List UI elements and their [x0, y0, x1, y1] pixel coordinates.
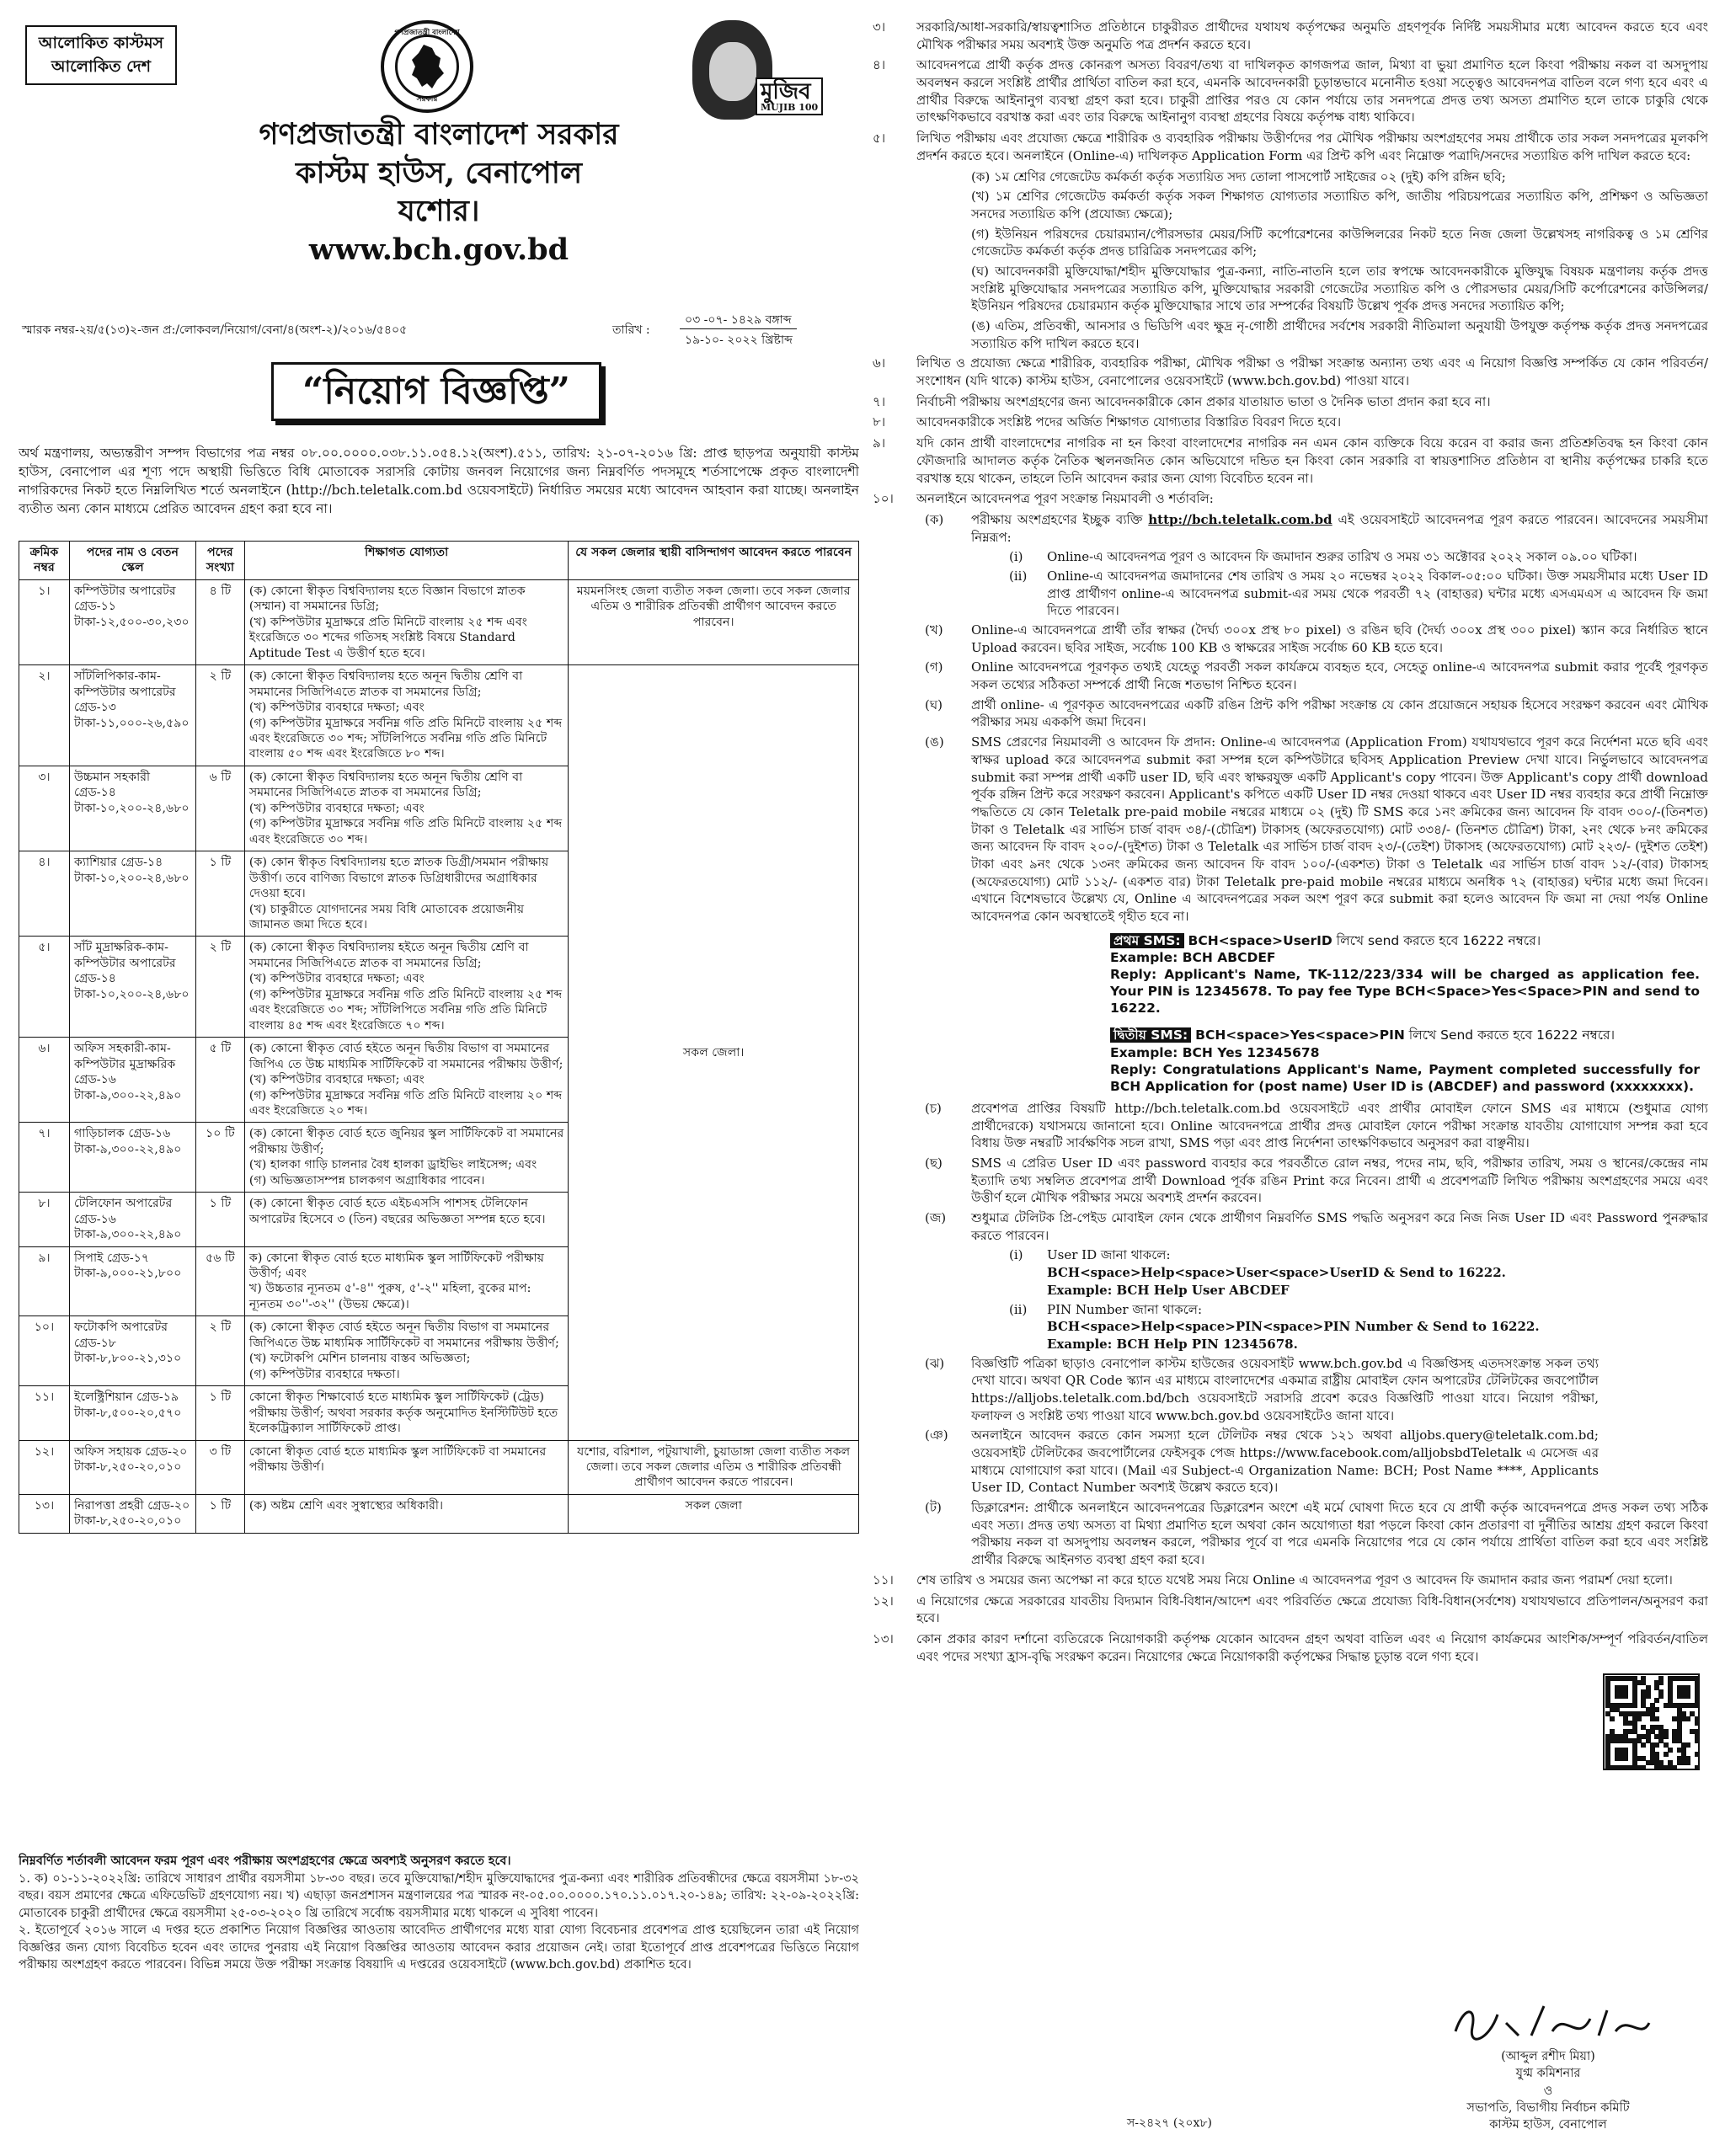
- sms-second-tag: দ্বিতীয় SMS:: [1110, 1027, 1191, 1043]
- sms-first-block: [1110, 932, 1700, 1017]
- left-column: [19, 19, 859, 2141]
- sms-first-example: Example: BCH ABCDEF: [1110, 949, 1276, 965]
- cell-district: যশোর, বরিশাল, পটুয়াখালী, চুয়াডাঙ্গা জেলা ব্যতীত সকল জেলা। তবে সকল জেলার এতিম ও শারীরিক প্রতিবন্ধী প্রার্থীগণ আবেদন করতে পারবেন।: [569, 1440, 859, 1494]
- item-number: ১৩।: [873, 1630, 894, 1646]
- cell-qualification: [244, 851, 569, 937]
- sub-text: SMS এ প্রেরিত User ID এবং password ব্যবহার করে পরবর্তীতে রোল নম্বর, পদের নাম, ছবি, পরীক্ষার তারিখ, সময় ও স্থানের/কেন্দ্রের নাম ইত্যাদি তথ্য সম্বলিত প্রবেশপত্র প্রার্থী Download পূর্বক রঙিন Print করে নিবেন। প্রার্থী এ প্রবেশপত্রটি লিখিত পরীক্ষায় অংশগ্রহণের সময়ে এবং উত্তীর্ণ হলে মৌখিক পরীক্ষার সময়ে অবশ্যই প্রদর্শন করবেন।: [971, 1155, 1708, 1206]
- cell-serial: ২।: [19, 665, 70, 766]
- item-text: শেষ তারিখ ও সময়ের জন্য অপেক্ষা না করে হাতে যথেষ্ট সময় নিয়ে Online এ আবেদনপত্র পূরণ ও আবেদন ফি জমাদান করার জন্য পরামর্শ দেয়া হলো।: [916, 1572, 1673, 1588]
- sub-text: Online-এ আবেদনপত্র পূরণ ও আবেদন ফি জমাদান শুরুর তারিখ ও সময় ৩১ অক্টোবর ২০২২ সকাল ০৯.০০ ঘটিকা।: [1047, 549, 1637, 565]
- item-text: নির্বাচনী পরীক্ষায় অংশগ্রহণের জন্য আবেদনকারীকে কোন প্রকার যাতায়াত ভাতা ও দৈনিক ভাতা প্রদান করা হবে না।: [916, 393, 1491, 409]
- online-chha: [866, 1155, 1708, 1207]
- qualification-line: (গ) অভিজ্ঞতাসম্পন্ন চালকগণ অগ্রাধিকার পাবেন।: [248, 1173, 485, 1187]
- emblem-ring-top: গণপ্রজাতন্ত্রী বাংলাদেশ: [394, 29, 460, 37]
- cell-post: সাঁটলিপিকার-কাম-কম্পিউটার অপারেটর গ্রেড-১৩ টাকা-১১,০০০-২৬,৫৯০: [69, 665, 195, 766]
- cell-post: টেলিফোন অপারেটর গ্রেড-১৬ টাকা-৯,৩০০-২২,৪৯০: [69, 1193, 195, 1246]
- cell-district: ময়মনসিংহ জেলা ব্যতীত সকল জেলা। তবে সকল জেলার এতিম ও শারীরিক প্রতিবন্ধী প্রার্থীগণ আবেদন করতে পারবেন।: [569, 579, 859, 664]
- cell-serial: ৪।: [19, 851, 70, 937]
- govt-name: গণপ্রজাতন্ত্রী বাংলাদেশ সরকার: [259, 117, 619, 152]
- qualification-line: (গ) কম্পিউটার মুদ্রাক্ষরে সর্বনিম্ন গতি প্রতি মিনিটে বাংলায় ২০ শব্দ এবং ইংরেজিতে ২০ শব্দ।: [248, 1088, 563, 1118]
- condition-9: [866, 435, 1708, 487]
- date-label: তারিখ :: [612, 323, 650, 337]
- cell-serial: ১০।: [19, 1316, 70, 1386]
- cell-post: সিপাই গ্রেড-১৭ টাকা-৯,০০০-২১,৮০০: [69, 1246, 195, 1316]
- roman-key: (i): [1009, 1247, 1023, 1263]
- roman-key: (i): [1009, 549, 1023, 565]
- qualification-line: (খ) কম্পিউটার ব্যবহারে দক্ষতা; এবং: [248, 701, 425, 715]
- item-text: আবেদনপত্রে প্রার্থী কর্তৃক প্রদত্ত কোনরূপ অসত্য বিবরণ/তথ্য বা দাখিলকৃত কাগজপত্র জাল, মিথ্যা বা ভুয়া প্রমাণিত হলে কিংবা পরীক্ষায় নকল বা অসদুপায় অবলম্বন করলে সংশ্লিষ্ট প্রার্থীর প্রার্থিতা বাতিল করা হবে, এমনকি আবেদনকারী চূড়ান্তভাবে মনোনীত হওয়া সত্ত্বেও আবেদনপত্র বাতিল বলে গণ্য হবে এবং এ প্রার্থীর বিরুদ্ধে আইনানুগ ব্যবস্থা গ্রহণ করা হবে। চাকুরী প্রাপ্তির পরও যে কোন পর্যায়ে তার সনদপত্রে প্রদত্ত তথ্য অসত্য প্রমাণিত হলে তাকে চাকুরি থেকে তাৎক্ষণিকভাবে বরখাস্ত করা এবং তার বিরুদ্ধে আইনানুগ ব্যবস্থা গ্রহণের বিষয়ে কর্তৃপক্ষ বাধ্য থাকিবে।: [916, 57, 1708, 125]
- qualification-line: (খ) হালকা গাড়ি চালনার বৈধ হালকা ড্রাইভিং লাইসেন্স; এবং: [248, 1158, 537, 1172]
- roman-key: (ii): [1009, 1301, 1028, 1317]
- qualification-line: (ক) কোনো স্বীকৃত বিশ্ববিদ্যালয় হতে অনূন দ্বিতীয় শ্রেণি বা সমমানের সিজিপিএতে স্নাতক বা সমমানের ডিগ্রি;: [248, 670, 523, 699]
- online-cha: [866, 1100, 1708, 1152]
- sub-text: প্রার্থী online- এ পূরণকৃত আবেদনপত্রের একটি রঙিন প্রিন্ট কপি পরীক্ষা সংক্রান্ত যে কোন প্রয়োজনে সহায়ক হিসেবে সংরক্ষণ করবেন এবং মৌখিক পরীক্ষার সময় এককপি জমা দিবেন।: [971, 696, 1708, 730]
- cell-post: গাড়িচালক গ্রেড-১৬ টাকা-৯,৩০০-২২,৪৯০: [69, 1123, 195, 1193]
- cell-serial: ১১।: [19, 1386, 70, 1440]
- sub-key: (ঙ): [925, 734, 944, 750]
- qualification-line: (ক) কোনো স্বীকৃত বোর্ড হইতে অনূন দ্বিতীয় বিভাগ বা সমমানের জিপিএতে উচ্চ মাধ্যমিক সার্টিফিকেট বা সমমানের পরীক্ষায় উত্তীর্ণ;: [248, 1321, 559, 1350]
- item-number: ৫।: [873, 131, 886, 147]
- qualification-line: (গ) কম্পিউটার মুদ্রাক্ষরে সর্বনিম্ন গতি প্রতি মিনিটে বাংলায় ২৫ শব্দ এবং ইংরেজিতে ৩০ শব্দ; সাঁটলিপিতে সর্বনিম্ন গতি প্রতি মিনিটে বাংলায় ৪৫ শব্দ এবং ইংরেজিতে ৭০ শব্দ।: [248, 987, 563, 1033]
- recover-head: User ID জানা থাকলে:: [1047, 1247, 1171, 1263]
- qualification-line: (ক) কোনো স্বীকৃত বোর্ড হইতে অনূন দ্বিতীয় বিভাগ বা সমমানের জিপিএ তে উচ্চ মাধ্যমিক সার্টিফিকেট বা সমমানের পরীক্ষায় উত্তীর্ণ;: [248, 1042, 563, 1071]
- cell-qualification: [244, 1123, 569, 1193]
- cell-post: নিরাপত্তা প্রহরী গ্রেড-২০ টাকা-৮,২৫০-২০,০১০: [69, 1494, 195, 1533]
- cell-qualification: [244, 1193, 569, 1246]
- office-name: কাস্টম হাউস, বেনাপোল: [295, 155, 583, 190]
- emblem-map-icon: [395, 35, 459, 99]
- item-number: ৩।: [873, 19, 886, 35]
- cell-qualification: [244, 579, 569, 664]
- conditions-heading: নিম্নবর্ণিত শর্তাবলী আবেদন ফরম পূরণ এবং পরীক্ষায় অংশগ্রহণের ক্ষেত্রে অবশ্যই অনুসরণ করতে হবে।: [19, 1854, 511, 1868]
- cell-qualification: [244, 1440, 569, 1494]
- cell-serial: ৬।: [19, 1038, 70, 1123]
- sub-key: (ঞ): [925, 1428, 948, 1444]
- sub-text: (ঙ) এতিম, প্রতিবন্ধী, আনসার ও ভিডিপি এবং ক্ষুদ্র নৃ-গোষ্ঠী প্রার্থীদের সর্বশেষ সরকারী নীতিমালা অনুযায়ী উপযুক্ত কর্তৃপক্ষ কর্তৃক প্রদত্ত সনদপত্রের সত্যায়িত কপি দাখিল করতে হবে।: [971, 318, 1708, 351]
- item-number: ৯।: [873, 435, 886, 451]
- sub-text: Online-এ আবেদনপত্রে প্রার্থী তাঁর স্বাক্ষর (দৈর্ঘ্য ৩০০x প্রস্থ ৮০ pixel) ও রঙিন ছবি (দৈর্ঘ্য ৩০০x প্রস্থ ৩০০ pixel) স্ক্যান করে নির্ধারিত স্থানে Upload করবেন। ছবির সাইজ, সর্বোচ্চ 100 KB ও স্বাক্ষরের সাইজ সর্বোচ্চ 60 KB হতে হবে।: [971, 622, 1708, 655]
- table-header-row: [19, 542, 859, 580]
- cell-count: ৫ টি: [195, 1038, 244, 1123]
- cell-qualification: [244, 1316, 569, 1386]
- recover-example: Example: BCH Help User ABCDEF: [1047, 1282, 1290, 1298]
- qualification-line: খ) উচ্চতার ন্যূনতম ৫'-৪'' পুরুষ, ৫'-২'' মহিলা, বুকের মাপ: ন্যূনতম ৩০''-৩২'' (উভয় ক্ষেত্রে)।: [248, 1282, 531, 1311]
- condition-7: [866, 393, 1708, 411]
- cell-count: ২ টি: [195, 937, 244, 1038]
- cell-count: ৫৬ টি: [195, 1246, 244, 1316]
- sub-text: এই ওয়েবসাইটে আবেদনপত্র পূরণ করতে পারবেন। আবেদনের সময়সীমা নিম্নরূপ:: [971, 511, 1708, 545]
- sms-first-tag: প্রথম SMS:: [1110, 933, 1184, 948]
- posts-table: [19, 541, 859, 1534]
- condition-4: [866, 56, 1708, 126]
- condition-5-gha: [866, 263, 1708, 315]
- cell-qualification: [244, 766, 569, 851]
- qualification-line: (ক) কোনো স্বীকৃত বোর্ড হতে এইচএসসি পাশসহ টেলিফোন অপারেটর হিসেবে ৩ (তিন) বছরের অভিজ্ঞতা সম্পন্ন হতে হবে।: [248, 1197, 546, 1226]
- sub-key: (গ): [925, 659, 943, 675]
- qr-code-icon[interactable]: [1603, 1673, 1700, 1770]
- online-ja: [866, 1209, 1708, 1244]
- sms-second-block: [1110, 1027, 1700, 1095]
- print-code: স-২৪২৭ (২০x৮): [1127, 2116, 1212, 2130]
- online-gha: [866, 696, 1708, 731]
- cell-post: অফিস সহায়ক গ্রেড-২০ টাকা-৮,২৫০-২০,০১০: [69, 1440, 195, 1494]
- cell-post: উচ্চমান সহকারী গ্রেড-১৪ টাকা-১০,২০০-২৪,৬৮০: [69, 766, 195, 851]
- qualification-line: (গ) কম্পিউটার মুদ্রাক্ষরে সর্বনিম্ন গতি প্রতি মিনিটে বাংলায় ২৫ শব্দ এবং ইংরেজিতে ৩০ শব্দ।: [248, 817, 563, 846]
- sms-first-line: [1110, 932, 1700, 949]
- item-text: লিখিত ও প্রযোজ্য ক্ষেত্রে শারীরিক, ব্যবহারিক পরীক্ষা, মৌখিক পরীক্ষা ও পরীক্ষা সংক্রান্ত অন্যান্য তথ্য এবং এ নিয়োগ বিজ্ঞপ্তি সম্পর্কিত যে কোন পরিবর্তন/সংশোধন (যদি থাকে) কাস্টম হাউস, বেনাপোলের ওয়েবসাইটে (www.bch.gov.bd) পাওয়া যাবে।: [916, 355, 1708, 389]
- emblem-ring-bottom: সরকার: [416, 95, 438, 104]
- teletalk-link[interactable]: http://bch.teletalk.com.bd: [1148, 511, 1332, 527]
- sms-second-tail: লিখে Send করতে হবে 16222 নম্বরে।: [1408, 1027, 1616, 1043]
- qualification-line: কোনো স্বীকৃত শিক্ষাবোর্ড হতে মাধ্যমিক স্কুল সার্টিফিকেট (ট্রেড) পরীক্ষায় উত্তীর্ণ; অথবা সরকার কর্তৃক অনুমোদিত ইনস্টিটিউট হতে ইলেকট্রিক্যাল সার্টিফিকেট প্রাপ্ত।: [248, 1390, 558, 1436]
- cell-qualification: [244, 1386, 569, 1440]
- item-number: ১০।: [873, 491, 894, 507]
- qualification-line: (খ) কম্পিউটার মুদ্রাক্ষরে প্রতি মিনিটে বাংলায় ২৫ শব্দ এবং ইংরেজিতে ৩০ শব্দের গতিসহ সংশ্লিষ্ট বিষয়ে Standard Aptitude Test এ উত্তীর্ণ হতে হবে।: [248, 615, 527, 660]
- cell-qualification: [244, 1494, 569, 1533]
- item-number: ৭।: [873, 393, 886, 409]
- online-ka-ii: [866, 568, 1708, 620]
- cell-count: ৬ টি: [195, 766, 244, 851]
- government-emblem-icon: [381, 20, 473, 113]
- sms-second-line: [1110, 1027, 1700, 1043]
- sub-key: (ঘ): [925, 696, 943, 712]
- col-header-serial: ক্রমিক নম্বর: [19, 542, 70, 580]
- sms-first-command: BCH<space>UserID: [1188, 932, 1332, 948]
- condition-3: [866, 19, 1708, 53]
- sms-second-example: Example: BCH Yes 12345678: [1110, 1044, 1320, 1060]
- qualification-line: (গ) কম্পিউটার ব্যবহারে দক্ষতা।: [248, 1367, 400, 1381]
- cell-post: অফিস সহকারী-কাম-কম্পিউটার মুদ্রাক্ষরিক গ্রেড-১৬ টাকা-৯,৩০০-২২,৪৯০: [69, 1038, 195, 1123]
- sub-key: (ট): [925, 1500, 942, 1516]
- sub-key: (ক): [925, 511, 944, 527]
- website-url: www.bch.gov.bd: [308, 232, 569, 267]
- sub-text: Online-এ আবেদনপত্র জমাদানের শেষ তারিখ ও সময় ২০ নভেম্বর ২০২২ বিকাল-০৫:০০ ঘটিকা। উক্ত সময়সীমার মধ্যে User ID প্রাপ্ত প্রার্থীগণ online-এ আবেদনপত্র submit-এর সময় থেকে পরবর্তী ৭২ (বাহাত্তর) ঘন্টার মধ্যে এসএমএস এ আবেদন ফি জমা দিতে পারবেন।: [1047, 568, 1708, 619]
- posts-table-body: [19, 579, 859, 1533]
- mujib-logo-small: MUJIB 100: [761, 102, 819, 113]
- handwritten-signature: [1405, 1998, 1691, 2048]
- sub-key: (চ): [925, 1100, 942, 1116]
- cell-serial: ৯।: [19, 1246, 70, 1316]
- recover-user-id: [866, 1246, 1708, 1299]
- col-header-count: পদের সংখ্যা: [195, 542, 244, 580]
- cell-serial: ৮।: [19, 1193, 70, 1246]
- item-number: ৬।: [873, 355, 886, 371]
- sub-text: Online আবেদনপত্রে পূরণকৃত তথ্যই যেহেতু পরবর্তী সকল কার্যক্রমে ব্যবহৃত হবে, সেহেতু online-এ আবেদনপত্র submit করার পূর্বেই পূরণকৃত সকল তথ্যের সঠিকতা সম্পর্কে প্রার্থী নিজে শতভাগ নিশ্চিত হবেন।: [971, 659, 1708, 693]
- condition-13: [866, 1630, 1708, 1665]
- condition-5-ka: [866, 168, 1708, 186]
- recover-command: BCH<space>Help<space>PIN<space>PIN Number & Send to 16222.: [1047, 1319, 1540, 1335]
- cell-serial: ৭।: [19, 1123, 70, 1193]
- condition-2: ২. ইতোপূর্বে ২০১৬ সালে এ দপ্তর হতে প্রকাশিত নিয়োগ বিজ্ঞপ্তির আওতায় আবেদিত প্রার্থীগণের মধ্যে যারা যোগ্য বিবেচনার প্রবেশপত্র প্রাপ্ত হয়েছিলেন তারা এই নিয়োগ বিজ্ঞপ্তির জন্য যোগ্য বিবেচিত হবেন এবং তাদের পুনরায় এই নিয়োগ বিজ্ঞপ্তির আওতায় আবেদন করার প্রয়োজন নেই। তারা ইতোপূর্বে প্রাপ্ত প্রবেশপত্রের ভিত্তিতে নিয়োগ পরীক্ষায় অংশগ্রহণ করতে পারবেন। বিভিন্ন সময়ে উক্ত পরীক্ষা সংক্রান্ত বিষয়াদি এ দপ্তরের ওয়েবসাইটে (www.bch.gov.bd) প্রকাশিত হবে।: [19, 1924, 859, 1972]
- item-number: ৮।: [873, 414, 886, 430]
- condition-1: ১. ক) ০১-১১-২০২২খ্রি: তারিখে সাধারণ প্রার্থীর বয়সসীমা ১৮-৩০ বছর। তবে মুক্তিযোদ্ধা/শহীদ মুক্তিযোদ্ধাদের পুত্র-কন্যা এবং শারীরিক প্রতিবন্ধীদের ক্ষেত্রে বয়সসীমা ১৮-৩২ বছর। বয়স প্রমাণের ক্ষেত্রে এফিডেভিট গ্রহণযোগ্য নয়। খ) এছাড়া জনপ্রশাসন মন্ত্রণালয়ের পত্র স্মারক নং-০৫.০০.০০০০.১৭০.১১.০১৭.২০-১৪৯; তারিখ: ২২-০৯-২০২২খ্রি: মোতাবেক চাকুরী প্রার্থীদের ক্ষেত্রে বয়সসীমা ২৫-০৩-২০২০ খ্রি তারিখে সর্বোচ্চ বয়সসীমার মধ্যে থাকলে এ সুবিধা পাবেন।: [19, 1871, 859, 1920]
- online-ga: [866, 659, 1708, 693]
- signature-and: ও: [1543, 2084, 1553, 2098]
- qualification-line: (খ) কম্পিউটার ব্যবহারে দক্ষতা; এবং: [248, 1073, 425, 1087]
- sub-text: (ক) ১ম শ্রেণির গেজেটেড কর্মকর্তা কর্তৃক সত্যায়িত সদ্য তোলা পাসপোর্ট সাইজের ০২ (দুই) কপি রঙ্গিন ছবি;: [971, 168, 1506, 184]
- sub-text: (ঘ) আবেদনকারী মুক্তিযোদ্ধা/শহীদ মুক্তিযোদ্ধার পুত্র-কন্যা, নাতি-নাতনি হলে তার স্বপক্ষে আবেদনকারীকে মুক্তিযুদ্ধ বিষয়ক মন্ত্রণালয় কর্তৃক প্রদত্ত সংশ্লিষ্ট মুক্তিযোদ্ধার সনদপত্রের সত্যায়িত কপি, মুক্তিযোদ্ধার সরকারী গেজেটের সত্যায়িত কপি ও পৌরসভার মেয়র/সিটি কর্পোরেশনের কাউন্সিলর/ইউনিয়ন পরিষদের চেয়ারম্যান কর্তৃক মুক্তিযোদ্ধার সাথে তার সম্পর্কের বিষয়টি উল্লেখ পূর্বক প্রদত্ত সনদের সত্যায়িত কপি;: [971, 263, 1708, 314]
- slogan-line-2: আলোকিত দেশ: [51, 56, 151, 76]
- qualification-line: (খ) কম্পিউটার ব্যবহারে দক্ষতা; এবং: [248, 801, 425, 815]
- cell-count: ৪ টি: [195, 579, 244, 664]
- condition-11: [866, 1572, 1708, 1589]
- right-column: [866, 19, 1708, 2141]
- qualification-line: (ক) কোনো স্বীকৃত বিশ্ববিদ্যালয় হতে বিজ্ঞান বিভাগে স্নাতক (সম্মান) বা সমমানের ডিগ্রি;: [248, 584, 526, 614]
- cell-district: সকল জেলা: [569, 1494, 859, 1533]
- mujib-100-logo: [756, 77, 823, 115]
- item-number: ১১।: [873, 1572, 894, 1588]
- cell-post: ক্যাশিয়ার গ্রেড-১৪ টাকা-১০,২০০-২৪,৬৮০: [69, 851, 195, 937]
- signature-office: কাস্টম হাউস, বেনাপোল: [1489, 2118, 1607, 2132]
- letterhead: [19, 115, 859, 269]
- table-row: [19, 579, 859, 664]
- signature-designation: যুগ্ম কমিশনার: [1515, 2067, 1581, 2081]
- qualification-line: (খ) চাকুরীতে যোগদানের সময় বিধি মোতাবেক প্রয়োজনীয় জামানত জমা দিতে হবে।: [248, 902, 525, 931]
- slogan-line-1: আলোকিত কাস্টমস: [38, 34, 164, 52]
- col-header-qualification: শিক্ষাগত যোগ্যতা: [244, 542, 569, 580]
- mujib-logo-text: মুজিব: [761, 79, 811, 104]
- sub-key: (জ): [925, 1210, 947, 1226]
- conditions-section: [19, 1853, 859, 1974]
- page-title: “নিয়োগ বিজ্ঞপ্তি”: [271, 362, 601, 421]
- recover-head: PIN Number জানা থাকলে:: [1047, 1301, 1202, 1317]
- sub-text: প্রবেশপত্র প্রাপ্তির বিষয়টি http://bch.teletalk.com.bd ওয়েবসাইটে এবং প্রার্থীর মোবাইল ফোনে SMS এর মাধ্যমে (শুধুমাত্র যোগ্য প্রার্থীদেরকে) যথাসময়ে জানানো হবে। Online আবেদনপত্রে প্রার্থীর প্রদত্ত মোবাইল ফোনে পরীক্ষা সংক্রান্ত যাবতীয় যোগাযোগ সম্পন্ন করা হবে বিধায় উক্ত নম্বরটি সার্বক্ষণিক সচল রাখা, SMS পড়া এবং প্রাপ্ত নির্দেশনা তাৎক্ষণিকভাবে অনুসরণ করা বাঞ্ছনীয়।: [971, 1100, 1708, 1151]
- roman-key: (ii): [1009, 568, 1028, 584]
- item-number: ১২।: [873, 1593, 894, 1609]
- qualification-line: (গ) কম্পিউটার মুদ্রাক্ষরে সর্বনিম্ন গতি প্রতি মিনিটে বাংলায় ২৫ শব্দ এবং ইংরেজিতে ৩০ শব্দ; সাঁটলিপিতে সর্বনিম্ন গতি প্রতি মিনিটে বাংলায় ৫০ শব্দ এবং ইংরেজিতে ৮০ শব্দ।: [248, 716, 563, 761]
- sub-text: (গ) ইউনিয়ন পরিষদের চেয়ারম্যান/পৌরসভার মেয়র/সিটি কর্পোরেশনের কাউন্সিলরের নিকট হতে নিজ জেলা উল্লেখসহ নাগরিকত্ব ও ১ম শ্রেণির গেজেটেড কর্মকর্তা কর্তৃক প্রদত্ত চারিত্রিক সনদপত্রের কপি;: [971, 226, 1708, 259]
- cell-post: সাঁট মুদ্রাক্ষরিক-কাম-কম্পিউটার অপারেটর গ্রেড-১৪ টাকা-১০,২০০-২৪,৬৮০: [69, 937, 195, 1038]
- cell-qualification: [244, 1038, 569, 1123]
- qualification-line: (খ) ফটোকপি মেশিন চালনায় বাস্তব অভিজ্ঞতা;: [248, 1352, 471, 1366]
- cell-count: ২ টি: [195, 665, 244, 766]
- cell-post: ইলেক্ট্রিশিয়ান গ্রেড-১৯ টাকা-৮,৫০০-২০,৫৭০: [69, 1386, 195, 1440]
- cell-post: ফটোকপি অপারেটর গ্রেড-১৮ টাকা-৮,৮০০-২১,৩১০: [69, 1316, 195, 1386]
- cell-count: ২ টি: [195, 1316, 244, 1386]
- cell-serial: ১৩।: [19, 1494, 70, 1533]
- sub-text: পরীক্ষায় অংশগ্রহণের ইচ্ছুক ব্যক্তি: [971, 511, 1143, 527]
- intro-paragraph: অর্থ মন্ত্রণালয়, অভ্যন্তরীণ সম্পদ বিভাগের পত্র নম্বর ০৮.০০.০০০০.০৩৮.১১.০৫৪.১২(অংশ).৫১১, তারিখ: ২১-০৭-২০১৬ খ্রি: প্রাপ্ত ছাড়পত্র অনুযায়ী কাস্টম হাউস, বেনাপোল এর শূণ্য পদে অস্থায়ী ভিত্তিতে বিধি মোতাবেক সরাসরি কোটায় জনবল নিয়োগের জন্য নিম্নবর্ণিত পদসমূহে শর্তসাপেক্ষে প্রকৃত বাংলাদেশী নাগরিকদের নিকট হতে নিম্নলিখিত শর্তে অনলাইনে (http://bch.teletalk.com.bd ওয়েবসাইটে) নির্ধারিত সময়ের মধ্যে আবেদন আহবান করা যাচ্ছে। অনলাইন ব্যতীত অন্য কোন মাধ্যমে প্রেরিত আবেদন গ্রহণ করা হবে না।: [19, 446, 859, 516]
- online-nya: [866, 1427, 1708, 1497]
- online-uma: [866, 734, 1708, 926]
- sub-key: (খ): [925, 622, 943, 638]
- condition-5-kha: [866, 188, 1708, 222]
- item-number: ৪।: [873, 57, 886, 73]
- cell-post: কম্পিউটার অপারেটর গ্রেড-১১ টাকা-১২,৫০০-৩০,২৩০: [69, 579, 195, 664]
- item-text: লিখিত পরীক্ষায় এবং প্রযোজ্য ক্ষেত্রে শারীরিক ও ব্যবহারিক পরীক্ষায় উত্তীর্ণদের পর মৌখিক পরীক্ষায় অংশগ্রহণের সময় প্রার্থীকে তার সকল সনদপত্রের মূলকপি প্রদর্শন করতে হবে। অনলাইনে (Online-এ) দাখিলকৃত Application Form এর প্রিন্ট কপি এবং নিম্নোক্ত পত্রাদি/সনদের সত্যায়িত কপি দাখিল করতে হবে:: [916, 131, 1708, 163]
- condition-5: [866, 130, 1708, 164]
- cell-serial: ৫।: [19, 937, 70, 1038]
- cell-qualification: [244, 1246, 569, 1316]
- condition-10: [866, 490, 1708, 508]
- cell-count: ১০ টি: [195, 1123, 244, 1193]
- col-header-post: পদের নাম ও বেতন স্কেল: [69, 542, 195, 580]
- sub-text: অনলাইনে আবেদন করতে কোন সমস্যা হলে টেলিটক নম্বর থেকে ১২১ অথবা alljobs.query@teletalk.com.bd; ওয়েবসাইট টেলিটকের জবপোর্টালের ফেইসবুক পেজ https://www.facebook.com/alljobsbdTeletalk এ মেসেজ এর মাধ্যমে যোগাযোগ করা যাবে। (Mail এর Subject-এ Organization Name: BCH; Post Name ****, Applicants User ID, Contact Number অবশ্যই উল্লেখ করতে হবে)।: [971, 1428, 1599, 1496]
- recover-pin: [866, 1301, 1708, 1353]
- table-row: [19, 665, 859, 766]
- qualification-line: (ক) কোন স্বীকৃত বিশ্ববিদ্যালয় হতে স্নাতক ডিগ্রী/সমমান পরীক্ষায় উত্তীর্ণ। তবে বাণিজ্য বিভাগে স্নাতক ডিগ্রিধারীদের অগ্রাধিকার দেওয়া হবে।: [248, 856, 549, 901]
- sub-text: বিজ্ঞপ্তিটি পত্রিকা ছাড়াও বেনাপোল কাস্টম হাউজের ওয়েবসাইট www.bch.gov.bd এ বিজ্ঞপ্তিসহ এতদসংক্রান্ত সকল তথ্য দেখা যাবে। অথবা QR Code স্ক্যান এর মাধ্যমে বাংলাদেশের একমাত্র রাষ্ট্রীয় মোবাইল ফোন অপারেটর টেলিটকের জবপোর্টাল https://alljobs.teletalk.com.bd/bch ওয়েবসাইটে সরাসরি প্রবেশ করেও বিজ্ঞপ্তিটি পাওয়া যাবে। নিয়োগ পরীক্ষা, ফলাফল ও সংশ্লিষ্ট তথ্য পাওয়া যাবে www.bch.gov.bd ওয়েবসাইটেও জানা যাবে।: [971, 1355, 1599, 1423]
- sms-second-reply: Reply: Congratulations Applicant's Name, Payment completed successfully for BCH Application for (post name) User ID is (ABCDEF) and password (xxxxxxxx).: [1110, 1061, 1700, 1094]
- qualification-line: (ক) কোনো স্বীকৃত বিশ্ববিদ্যালয় হইতে অনূন দ্বিতীয় শ্রেণি বা সমমানের সিজিপিএতে স্নাতক বা সমমানের ডিগ্রি;: [248, 941, 529, 970]
- sub-key: (ছ): [925, 1155, 943, 1171]
- sub-key: (ঝ): [925, 1355, 945, 1371]
- cell-serial: ১২।: [19, 1440, 70, 1494]
- slogan-box: [25, 25, 177, 85]
- cell-qualification: [244, 665, 569, 766]
- online-ka: [866, 511, 1708, 546]
- qualification-line: ক) কোনো স্বীকৃত বোর্ড হতে মাধ্যমিক স্কুল সার্টিফিকেট পরীক্ষায় উত্তীর্ণ; এবং: [248, 1251, 545, 1281]
- condition-12: [866, 1593, 1708, 1627]
- table-row: [19, 1440, 859, 1494]
- sub-text: ডিক্লারেশন: প্রার্থীকে অনলাইনে আবেদনপত্রের ডিক্লারেশন অংশে এই মর্মে ঘোষণা দিতে হবে যে প্রার্থী কর্তৃক আবেদনপত্রে প্রদত্ত সকল তথ্য সঠিক এবং সত্য। প্রদত্ত তথ্য অসত্য বা মিথ্যা প্রমাণিত হলে অথবা কোন অযোগ্যতা ধরা পড়লে কিংবা কোন প্রতারণা বা দুর্নীতির আশ্রয় গ্রহণ করলে কিংবা পরীক্ষায় নকল বা অসদুপায় অবলম্বন করলে, পরীক্ষার পূর্বে বা পরে এমনকি নিয়োগের পরে যে কোন পর্যায়ে প্রার্থিতা বাতিল করা হবে এবং সংশ্লিষ্ট প্রার্থীর বিরুদ্ধে আইনগত ব্যবস্থা গ্রহণ করা হবে।: [971, 1500, 1708, 1568]
- signature-role: সভাপতি, বিভাগীয় নির্বাচন কমিটি: [1466, 2100, 1630, 2115]
- district-name: যশোর।: [398, 194, 480, 228]
- online-ka-i: [866, 548, 1708, 566]
- sms-first-reply: Reply: Applicant's Name, TK-112/223/334 will be charged as application fee. Your PIN is 12345678. To pay fee Type BCH<Space>Yes<Space>PIN and send to 16222.: [1110, 966, 1700, 1017]
- memo-reference: স্মারক নম্বর-২য়/৫(১৩)২-জন প্র:/লোকবল/নিয়োগ/বেনা/৪(অংশ-২)/২০১৬/৫৪০৫: [22, 323, 408, 337]
- signature-block: [1405, 1998, 1691, 2133]
- signature-name: (আব্দুল রশীদ মিয়া): [1501, 2050, 1595, 2063]
- online-jha: [866, 1355, 1708, 1425]
- online-kha: [866, 622, 1708, 656]
- item-text: কোন প্রকার কারণ দর্শানো ব্যতিরেকে নিয়োগকারী কর্তৃপক্ষ যেকোন আবেদন গ্রহণ অথবা বাতিল এবং এ নিয়োগ কার্যক্রমের আংশিক/সম্পূর্ণ পরিবর্তন/বাতিল এবং পদের সংখ্যা হ্রাস-বৃদ্ধি সংরক্ষণ করেন। নিয়োগের ক্ষেত্রে নিয়োগকারী কর্তৃপক্ষের সিদ্ধান্ত চূড়ান্ত বলে গণ্য হবে।: [916, 1630, 1708, 1664]
- sms-second-command: BCH<space>Yes<space>PIN: [1195, 1027, 1405, 1043]
- sub-text: SMS প্রেরণের নিয়মাবলী ও আবেদন ফি প্রদান: Online-এ আবেদনপত্র (Application From) যথাযথভাবে পূরণ করে নির্দেশনা মতে ছবি এবং স্বাক্ষর upload করে আবেদনপত্র submit করা সম্পন্ন হলে কম্পিউটারে ছবিসহ Application Preview দেখা যাবে। নির্ভুলভাবে আবেদনপত্র submit করা সম্পন্ন প্রার্থী একটি user ID, ছবি এবং স্বাক্ষরযুক্ত একটি Applicant's copy পাবেন। উক্ত Applicant's copy প্রার্থী download পূর্বক রঙ্গিন প্রিন্ট করে সংরক্ষণ করবেন। Applicant's কপিতে একটি User ID নম্বর দেওয়া থাকবে এবং User ID নম্বর ব্যবহার করে প্রার্থী নিম্নোক্ত পদ্ধতিতে যে কোন Teletalk pre-paid mobile নম্বরের মাধ্যমে ০২ (দুই) টি SMS করে ১নং ক্রমিকের জন্য আবেদন ফি বাবদ ৩০০/-(তিনশত) টাকা ও Teletalk এর সার্ভিস চার্জ বাবদ ৩৪/-(চৌত্রিশ) টাকাসহ (অফেরতযোগ্য) মোট ৩৩৪/- (তিনশত চৌত্রিশ) টাকা, ২নং থেকে ৮নং ক্রমিকের জন্য আবেদন ফি বাবদ ২০০/-(দুইশত) টাকা ও Teletalk এর সার্ভিস চার্জ বাবদ ২৩/-(তেইশ) টাকাসহ (অফেরতযোগ্য) মোট ২২৩/- (দুইশত তেইশ) টাকা এবং ৯নং থেকে ১৩নং ক্রমিকের জন্য আবেদন ফি বাবদ ১০০/-(একশত) টাকা ও Teletalk এর সার্ভিস চার্জ বাবদ ১২/-(বার) টাকাসহ (অফেরতযোগ্য) মোট ১১২/- (একশত বার) টাকা Teletalk pre-paid mobile নম্বরের মাধ্যমে অনধিক ৭২ (বাহাত্তর) ঘন্টার মধ্যে জমা দিবেন। এখানে বিশেষভাবে উল্লেখ্য যে, Online এ আবেদনপত্রের সকল অংশ পূরণ করে submit করা হলেও আবেদন ফি জমা না দেয়া পর্যন্ত Online আবেদনপত্র কোন অবস্থাতেই গৃহীত হবে না।: [971, 734, 1708, 924]
- qualification-line: (ক) কোনো স্বীকৃত বিশ্ববিদ্যালয় হতে অনূন দ্বিতীয় শ্রেণি বা সমমানের সিজিপিএতে স্নাতক বা সমমানের ডিগ্রি;: [248, 770, 523, 800]
- cell-serial: ৩।: [19, 766, 70, 851]
- cell-district: সকল জেলা।: [569, 665, 859, 1440]
- sms-first-tail: লিখে send করতে হবে 16222 নম্বরে।: [1336, 932, 1541, 948]
- cell-count: ৩ টি: [195, 1440, 244, 1494]
- col-header-district: যে সকল জেলার স্থায়ী বাসিন্দাগণ আবেদন করতে পারবেন: [569, 542, 859, 580]
- qualification-line: কোনো স্বীকৃত বোর্ড হতে মাধ্যমিক স্কুল সার্টিফিকেট বা সমমানের পরীক্ষায় উত্তীর্ণ।: [248, 1444, 547, 1475]
- condition-8: [866, 414, 1708, 431]
- cell-count: ১ টি: [195, 851, 244, 937]
- cell-count: ১ টি: [195, 1494, 244, 1533]
- item-text: যদি কোন প্রার্থী বাংলাদেশের নাগরিক না হন কিংবা বাংলাদেশের নাগরিক নন এমন কোন ব্যক্তিকে বিয়ে করেন বা করার জন্য প্রতিশ্রুতিবদ্ধ হন কিংবা কোন ফৌজদারি আদালত কর্তৃক নৈতিক স্খলনজনিত কোন অভিযোগে দন্ডিত হন কিংবা কোন সরকারি বা স্বায়ত্তশাসিত প্রতিষ্ঠান বা স্থানীয় কর্তৃপক্ষের চাকরি হতে বরখাস্ত হয়ে থাকেন, তাহলে তিনি আবেদন করার জন্য যোগ্য বিবেচিত হবেন না।: [916, 435, 1708, 486]
- condition-5-uma: [866, 318, 1708, 352]
- sub-text: (খ) ১ম শ্রেণির গেজেটেড কর্মকর্তা কর্তৃক সকল শিক্ষাগত যোগ্যতার সত্যায়িত কপি, জাতীয় পরিচয়পত্রের সত্যায়িত কপি, প্রশিক্ষণ ও অভিজ্ঞতা সনদের সত্যায়িত কপি (প্রযোজ্য ক্ষেত্রে);: [971, 189, 1708, 221]
- recover-example: Example: BCH Help PIN 12345678.: [1047, 1336, 1298, 1352]
- qualification-line: (ক) অষ্টম শ্রেণি এবং সুস্বাস্থ্যের অধিকারী।: [248, 1498, 444, 1513]
- qualification-line: (খ) কম্পিউটার ব্যবহারে দক্ষতা; এবং: [248, 972, 425, 986]
- cell-count: ১ টি: [195, 1386, 244, 1440]
- recover-command: BCH<space>Help<space>User<space>UserID & Send to 16222.: [1047, 1265, 1506, 1281]
- cell-count: ১ টি: [195, 1193, 244, 1246]
- condition-5-ga: [866, 226, 1708, 260]
- cell-qualification: [244, 937, 569, 1038]
- condition-6: [866, 355, 1708, 389]
- cell-serial: ১।: [19, 579, 70, 664]
- online-ta: [866, 1499, 1708, 1569]
- qualification-line: (ক) কোনো স্বীকৃত বোর্ড হতে জুনিয়র স্কুল সার্টিফিকেট বা সমমানের পরীক্ষায় উত্তীর্ণ;: [248, 1127, 564, 1156]
- item-text: এ নিয়োগের ক্ষেত্রে সরকারের যাবতীয় বিদ্যমান বিধি-বিধান/আদেশ এবং পরিবর্তিত ক্ষেত্রে প্রযোজ্য বিধি-বিধান(সর্বশেষ) যথাযথভাবে প্রতিপালন/অনুসরণ করা হবে।: [916, 1593, 1708, 1626]
- date-bangla: ০৩ -০৭- ১৪২৯ বঙ্গাব্দ: [680, 313, 797, 329]
- date-english: ১৯-১০- ২০২২ খ্রিষ্টাব্দ: [685, 334, 793, 347]
- item-text: সরকারি/আধা-সরকারি/স্বায়ত্বশাসিত প্রতিষ্ঠানে চাকুরীরত প্রার্থীদের যথাযথ কর্তৃপক্ষের অনুমতি গ্রহণপূর্বক নির্দিষ্ট সময়সীমার মধ্যে আবেদন করতে হবে এবং মৌখিক পরীক্ষার সময় অবশ্যই উক্ত অনুমতি পত্র প্রদর্শন করতে হবে।: [916, 19, 1708, 52]
- item-text: আবেদনকারীকে সংশ্লিষ্ট পদের অর্জিত শিক্ষাগত যোগ্যতার বিস্তারিত বিবরণ দিতে হবে।: [916, 414, 1342, 430]
- sub-text: শুধুমাত্র টেলিটক প্রি-পেইড মোবাইল ফোন থেকে প্রার্থীগণ নিম্নবর্ণিত SMS পদ্ধতি অনুসরণ করে নিজ নিজ User ID এবং Password পুনরুদ্ধার করতে পারবেন।: [971, 1210, 1708, 1243]
- item-text: অনলাইনে আবেদনপত্র পূরণ সংক্রান্ত নিয়মাবলী ও শর্তাবলি:: [916, 491, 1214, 507]
- table-row: [19, 1494, 859, 1533]
